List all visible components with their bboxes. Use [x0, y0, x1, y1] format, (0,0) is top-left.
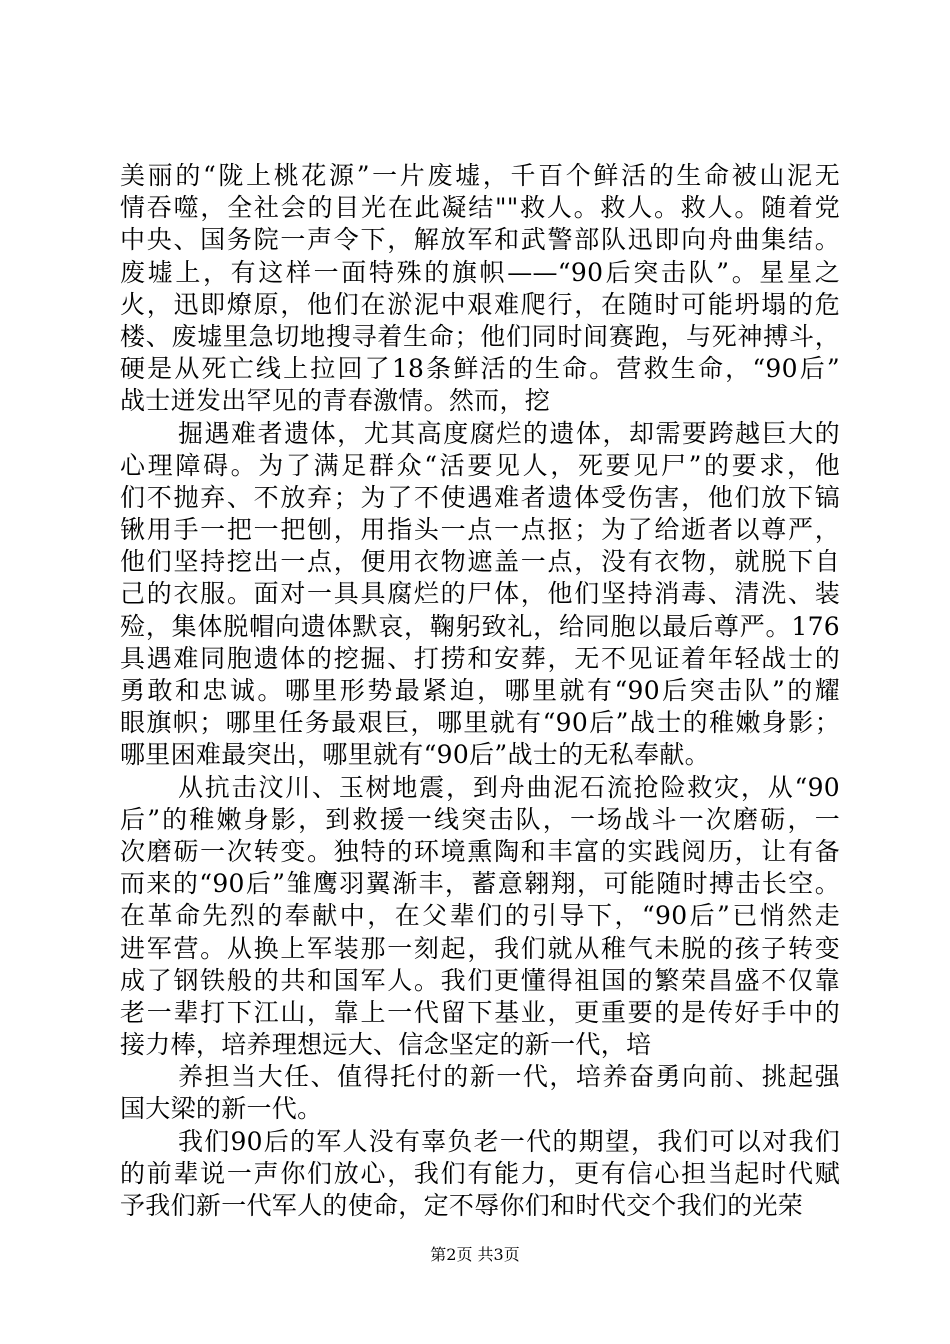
text-line: 他们坚持挖出一点，便用衣物遮盖一点，没有衣物，就脱下自 — [120, 547, 840, 577]
text-line: 废墟上，有这样一面特殊的旗帜——“90后突击队”。星星之 — [120, 257, 840, 287]
text-line: 我们90后的军人没有辜负老一代的期望，我们可以对我们 — [178, 1126, 840, 1156]
text-line: 具遇难同胞遗体的挖掘、打捞和安葬，无不见证着年轻战士的 — [120, 643, 840, 673]
paragraph — [120, 1061, 840, 1125]
text-line: 己的衣服。面对一具具腐烂的尸体，他们坚持消毒、清洗、装 — [120, 579, 840, 609]
text-line: 予我们新一代军人的使命，定不辱你们和时代交个我们的光荣 — [120, 1191, 804, 1220]
text-line: 中央、国务院一声令下，解放军和武警部队迅即向舟曲集结。 — [120, 225, 840, 255]
document-body — [120, 160, 840, 1222]
text-line: 勇敢和忠诚。哪里形势最紧迫，哪里就有“90后突击队”的耀 — [120, 676, 840, 705]
text-line: 殓，集体脱帽向遗体默哀，鞠躬致礼，给同胞以最后尊严。176 — [120, 611, 840, 641]
text-line: 后”的稚嫩身影，到救援一线突击队，一场战斗一次磨砺，一 — [120, 804, 840, 834]
text-line: 掘遇难者遗体，尤其高度腐烂的遗体，却需要跨越巨大的 — [178, 418, 840, 448]
page-footer: 第2页 共3页 — [430, 1245, 520, 1264]
text-line: 进军营。从换上军装那一刻起，我们就从稚气未脱的孩子转变 — [120, 933, 840, 963]
text-line: 的前辈说一声你们放心，我们有能力，更有信心担当起时代赋 — [120, 1158, 840, 1188]
text-line: 眼旗帜；哪里任务最艰巨，哪里就有“90后”战士的稚嫩身影； — [120, 708, 840, 738]
text-line: 国大梁的新一代。 — [120, 1094, 323, 1124]
text-line: 在革命先烈的奉献中，在父辈们的引导下，“90后”已悄然走 — [120, 901, 840, 931]
text-line: 锹用手一把一把刨，用指头一点一点抠；为了给逝者以尊严， — [120, 515, 840, 545]
paragraph — [120, 418, 840, 772]
text-line: 硬是从死亡线上拉回了18条鲜活的生命。营救生命，“90后” — [120, 354, 840, 384]
text-line: 美丽的“陇上桃花源”一片废墟，千百个鲜活的生命被山泥无 — [120, 161, 840, 190]
text-line: 养担当大任、值得托付的新一代，培养奋勇向前、挑起强 — [178, 1062, 840, 1092]
text-line: 战士迸发出罕见的青春激情。然而，挖 — [120, 386, 551, 416]
paragraph — [120, 160, 840, 418]
text-line: 次磨砺一次转变。独特的环境熏陶和丰富的实践阅历，让有备 — [120, 836, 840, 866]
text-line: 接力棒，培养理想远大、信念坚定的新一代，培 — [120, 1030, 652, 1060]
text-line: 们不抛弃、不放弃；为了不使遇难者遗体受伤害，他们放下镐 — [120, 482, 840, 512]
text-line: 心理障碍。为了满足群众“活要见人，死要见尸”的要求，他 — [120, 450, 840, 480]
text-line: 成了钢铁般的共和国军人。我们更懂得祖国的繁荣昌盛不仅靠 — [120, 965, 840, 995]
text-line: 情吞噬，全社会的目光在此凝结""救人。救人。救人。随着党 — [120, 193, 840, 223]
text-line: 楼、废墟里急切地搜寻着生命；他们同时间赛跑，与死神搏斗， — [120, 321, 840, 351]
text-line: 而来的“90后”雏鹰羽翼渐丰，蓄意翱翔，可能随时搏击长空。 — [120, 869, 840, 899]
paragraph — [120, 772, 840, 1062]
text-line: 哪里困难最突出，哪里就有“90后”战士的无私奉献。 — [120, 740, 710, 770]
paragraph — [120, 1126, 840, 1223]
text-line: 从抗击汶川、玉树地震，到舟曲泥石流抢险救灾，从“90 — [178, 772, 840, 802]
text-line: 老一辈打下江山，靠上一代留下基业，更重要的是传好手中的 — [120, 997, 840, 1027]
text-line: 火，迅即燎原，他们在淤泥中艰难爬行，在随时可能坍塌的危 — [120, 289, 840, 319]
